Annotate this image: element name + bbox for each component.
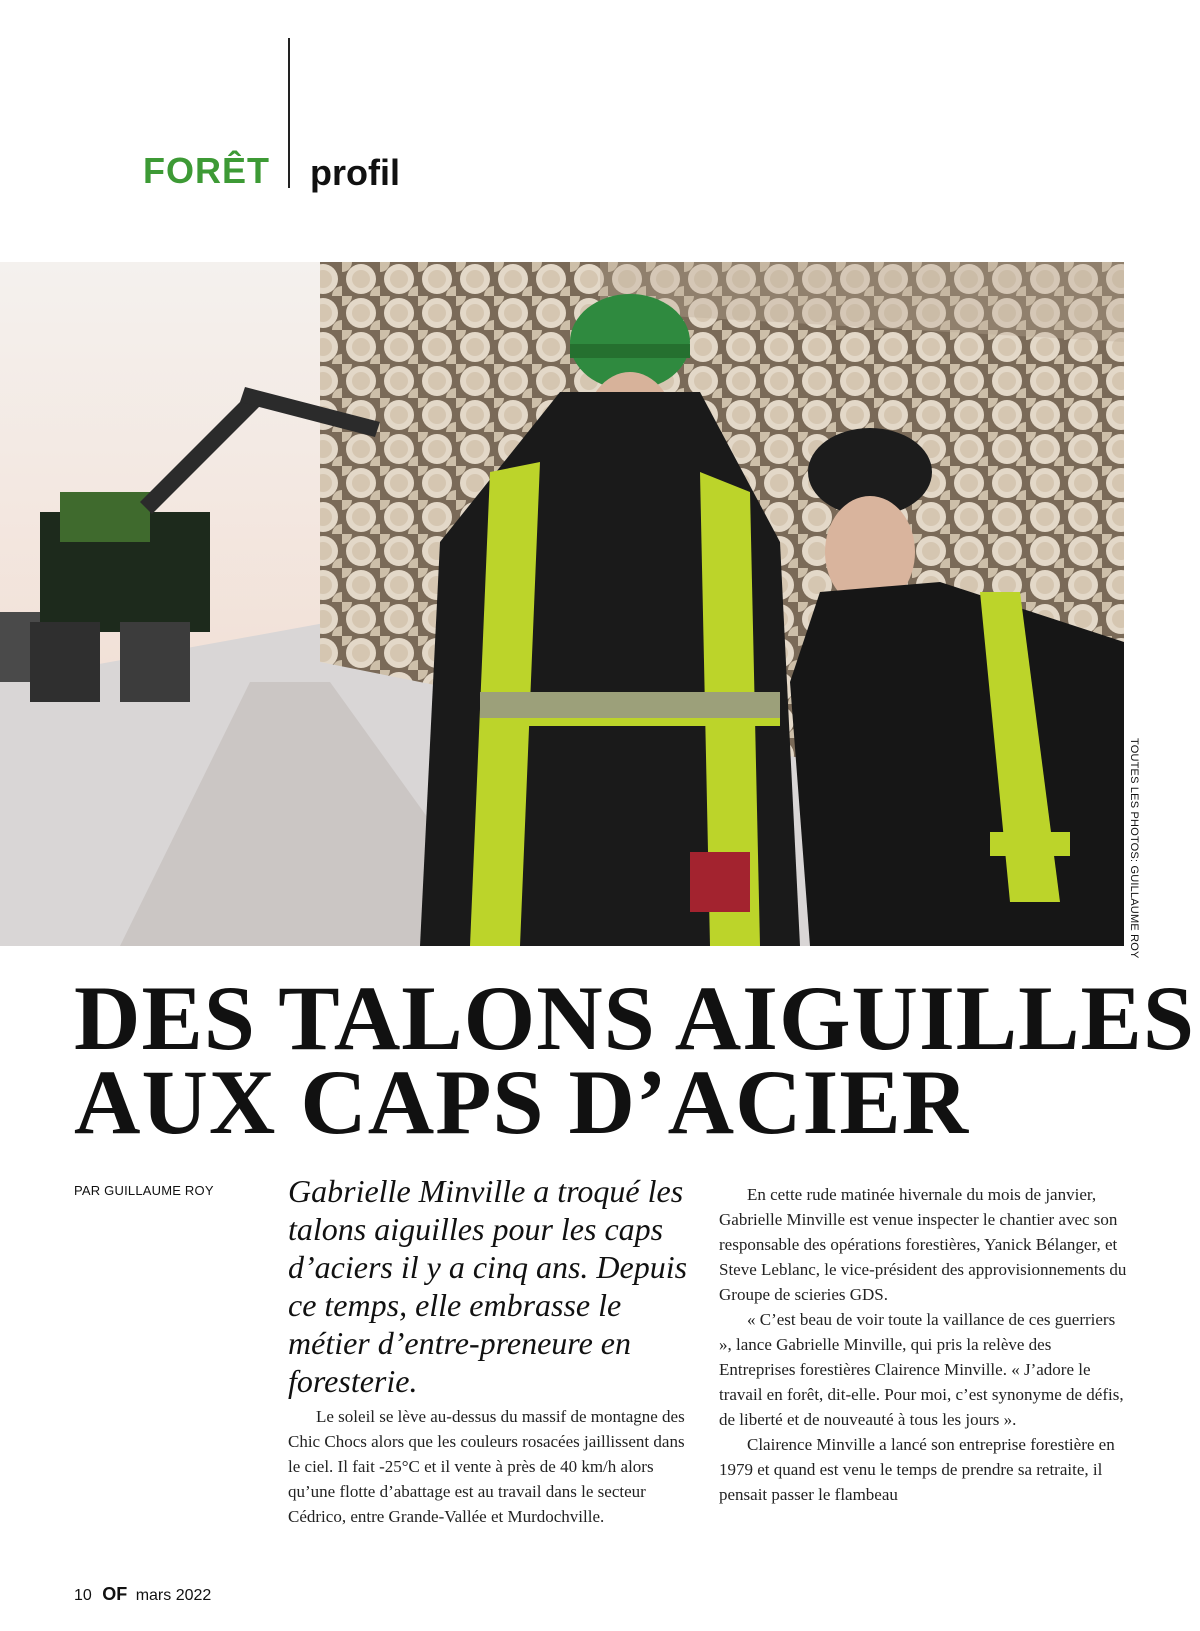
forest-workers-illustration: [0, 262, 1124, 946]
subsection-label: profil: [310, 152, 400, 193]
page-footer: [74, 1584, 211, 1605]
photo-credit: TOUTES LES PHOTOS: GUILLAUME ROY: [1128, 738, 1140, 959]
section-label: FORÊT: [143, 150, 270, 191]
issue-date: mars 2022: [135, 1587, 212, 1604]
lead-photo: [0, 262, 1124, 946]
body-paragraph: Le soleil se lève au-dessus du massif de montagne des Chic Chocs alors que les couleurs rosacées jaillissent dans le ciel. Il fait -25°C et il vente à près de 40 km/h alors qu’une flotte d’abattage est au travail dans le secteur Cédrico, entre Grande-Vallée et Murdochville.: [288, 1407, 685, 1526]
article-lede: Gabrielle Minville a troqué les talons aiguilles pour les caps d’aciers il y a cinq ans. Depuis ce temps, elle embrasse le métier d’entre-preneure en foresterie.: [288, 1173, 688, 1399]
body-paragraph: En cette rude matinée hivernale du mois de janvier, Gabrielle Minville est venue inspecter le chantier avec son responsable des opérations forestières, Yanick Bélanger, et Steve Leblanc, le vice-président des approvisionnements du Groupe de scieries GDS.: [719, 1185, 1127, 1304]
body-column-2: [719, 1182, 1129, 1507]
body-paragraph: « C’est beau de voir toute la vaillance de ces guerriers », lance Gabrielle Minville, qui pris la relève des Entreprises forestières Clairence Minville. « J’adore le travail en forêt, dit-elle. Pour moi, c’est synonyme de défis, de liberté et de nouveauté à tous les jours ».: [719, 1310, 1124, 1429]
headline-line-1: DES TALONS AIGUILLES: [74, 967, 1196, 1069]
header-divider: [288, 38, 290, 188]
page-number: 10: [74, 1587, 92, 1604]
byline: PAR GUILLAUME ROY: [74, 1183, 214, 1198]
article-headline: [74, 967, 1196, 1153]
body-column-1: [288, 1404, 692, 1529]
headline-line-2: AUX CAPS D’ACIER: [74, 1051, 970, 1153]
magazine-name: OF: [102, 1584, 128, 1604]
body-paragraph: Clairence Minville a lancé son entreprise forestière en 1979 et quand est venu le temps de prendre sa retraite, il pensait passer le flambeau: [719, 1435, 1115, 1504]
